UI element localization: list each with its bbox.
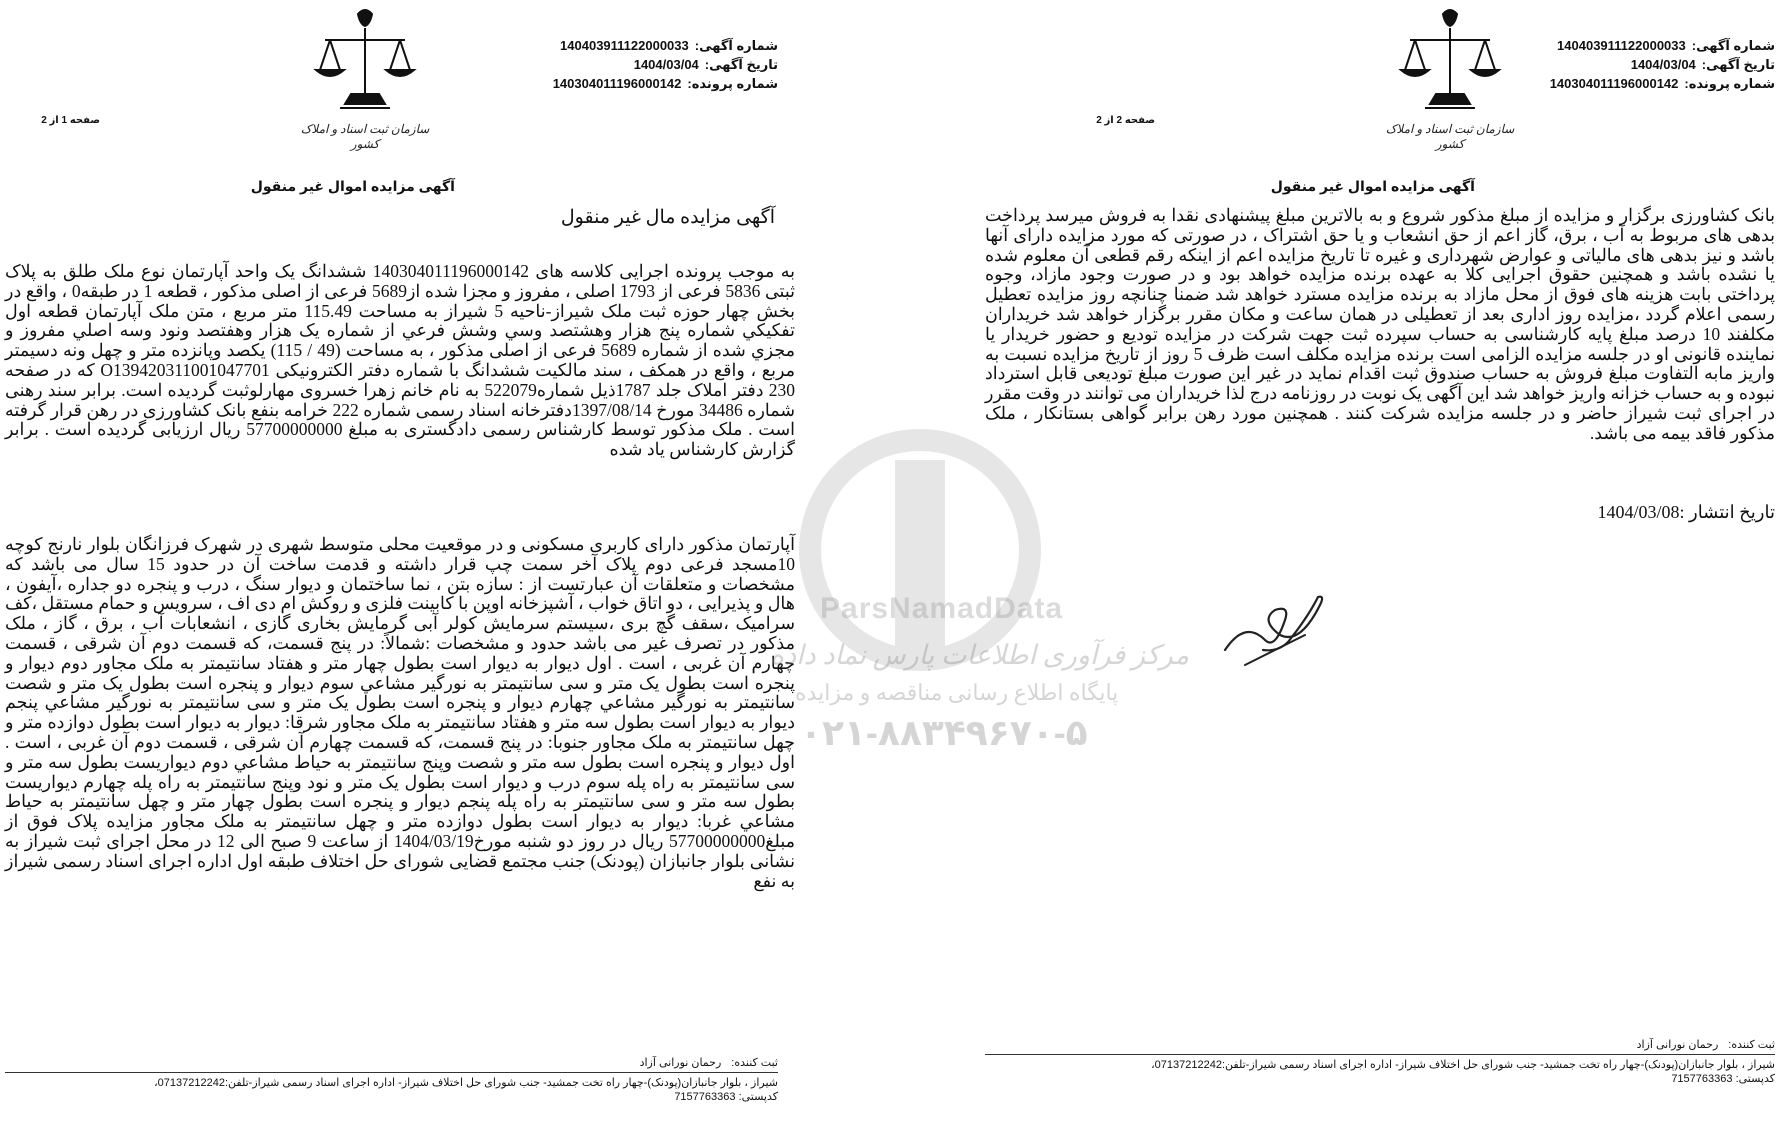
notice-number-label: شماره آگهی: bbox=[694, 38, 778, 53]
page-number: صفحه 1 از 2 bbox=[41, 115, 100, 126]
notice-number: 140403911122000033 bbox=[560, 38, 689, 53]
notice-footer bbox=[5, 1056, 778, 1104]
signature bbox=[1215, 570, 1345, 685]
postcode-label: کدپستی: bbox=[738, 1091, 778, 1103]
org-name: سازمان ثبت اسناد و املاک کشور bbox=[300, 122, 430, 151]
notice-number: 140403911122000033 bbox=[1557, 38, 1686, 53]
notice-body: بانک کشاورزی برگزار و مزایده از مبلغ مذکور شروع و به بالاترین مبلغ پیشنهادی نقدا به فروش میرسد پرداخت بدهی های مربوط به آب ، برق، گاز اعم از حق انشعاب و یا حق اشتراک ، در صورتی که مورد مزایده دارای آنها باشد و نیز بدهی های مالیاتی و عوارض شهرداری و غیره تا تاریخ مزایده اعم از اینکه رقم قطعی آن معلوم شده یا نشده باشد و همچنین حقوق اجرایی کلا به عهده برنده مزایده خواهد بود و در صورت وجود مازاد، وجوه پرداختی بابت هزینه های فوق از محل مازاد به برنده مزایده مسترد خواهد شد ضمنا چنانچه روز مزایده تعطیل رسمی اعلام گردد ،مزایده روز اداری بعد از تعطیلی در همان ساعت و مکان مقرر برگزار خواهد شد خریداران مکلفند 10 درصد مبلغ پایه کارشناسی به حساب سپرده ثبت جهت شرکت در مزایده تودیع و حضور خریدار یا نماینده قانونی او در جلسه مزایده الزامی است برنده مزایده مکلف است ظرف 5 روز از تاریخ مزایده نسبت به واریز مابه التفاوت مبلغ فروش به حساب صندوق ثبت اقدام نماید در غیر این صورت مبلغ تودیعی قابل استرداد نبوده و به حساب خزانه واریز خواهد شد این آگهی یک نوبت در روزنامه درج لذا خریداران می توانند در وقت مقرر در اجرای ثبت شیراز حاضر و در جلسه مزایده شرکت کنند . همچنین مورد رهن برابر گواهی بستانکار ، ملک مذکور فاقد بیمه می باشد. bbox=[985, 205, 1775, 443]
case-number: 140304011196000142 bbox=[1549, 76, 1679, 91]
judiciary-emblem bbox=[300, 6, 430, 151]
postcode-label: کدپستی: bbox=[1735, 1073, 1775, 1085]
notice-page-2 bbox=[985, 0, 1775, 1140]
case-number-label: شماره پرونده: bbox=[1684, 76, 1775, 91]
notice-date: 1404/03/04 bbox=[633, 57, 699, 72]
watermark-brand: ParsNamadData bbox=[820, 592, 1064, 625]
registrar-row bbox=[5, 1056, 778, 1070]
scales-of-justice-icon bbox=[300, 6, 430, 124]
registrar-name: رحمان نورانی آزاد bbox=[639, 1057, 722, 1069]
notice-title: آگهی مزایده اموال غیر منقول bbox=[250, 178, 455, 194]
case-number-row bbox=[1550, 74, 1775, 93]
notice-date-label: تاریخ آگهی: bbox=[704, 57, 778, 72]
page-number: صفحه 2 از 2 bbox=[1096, 115, 1155, 126]
publish-date: تاریخ انتشار :1404/03/08 bbox=[1597, 502, 1775, 522]
registrar-name: رحمان نورانی آزاد bbox=[1636, 1039, 1719, 1051]
property-description: به موجب پرونده اجرایی کلاسه های 140304011196000142 ششدانگ یک واحد آپارتمان نوع ملک طلق به پلاک ثبتی 5836 فرعی از 1793 اصلی ، مفروز و مجزا شده از5689 فرعی از اصلی مذکور ، قطعه 1 در طبقه0 ، واقع در بخش چهار حوزه ثبت ملک شیراز-ناحیه 5 شیراز به مساحت 115.49 متر مربع ، متن ملک آپارتمان قطعه اول تفکیکي شماره پنج هزار وهشتصد وسي وشش فرعي از شماره یک هزار وهفتصد ونود وسه اصلي مفروز و مجزي شده از شماره 5689 فرعی از اصلی مذکور ، به مساحت (49 / 115) یکصد وپانزده متر و چهل ونه دسیمتر مربع ، واقع در همکف ، سند مالکیت ششدانگ با شماره دفتر الکترونیکی O139420311001047701 که در صفحه 230 دفتر املاک جلد 1787ذیل شماره522079 به نام خانم زهرا خسروی مهارلوثبت گردیده است. برابر سند رهنی شماره 34486 مورخ 1397/08/14دفترخانه اسناد رسمی شماره 222 خرامه بنفع بانک کشاورزی در رهن قرار گرفته است . ملک مذکور توسط کارشناس رسمی دادگستری به مبلغ 57700000000 ریال ارزیابی گردیده است . برابر گزارش کارشناس یاد شده bbox=[5, 261, 796, 460]
property-details: آپارتمان مذکور دارای کاربری مسکونی و در موقعیت محلی متوسط شهری در شهرک فرزانگان بلوار نارنج کوچه 10مسجد فرعی دوم پلاک آخر سمت چپ قرار داشته و قدمت ساخت آن در حدود 15 سال می باشد که مشخصات و متعلقات آن عبارتست از : سازه بتن ، نما ساختمان و دیوار سنگ ، درب و پنجره دو جداره ،آیفون ، هال و پذیرایی ، دو اتاق خواب ، آشپزخانه اوپن با کابینت فلزی و روکش ام دی اف ، سرویس و حمام مستقل ،کف سرامیک ،سقف گچ بری ،سیستم سرمایش کولر آبی گرمایش بخاری گازی ، انشعابات آب ، برق ، گاز ، ملک مذکور در تصرف غیر می باشد حدود و مشخصات :شمالاً: در پنج قسمت، که قسمت دوم آن شرقی ، قسمت چهارم آن غربی ، است . اول دیوار به دیوار است بطول چهار متر و هفتاد سانتیمتر به ملک مجاور دوم دیوار و پنجره است بطول یک متر و سی سانتیمتر به نورگیر مشاعي سوم دیوار و پنجره است بطول یک متر و شصت سانتیمتر به نورگیر مشاعي چهارم دیوار و پنجره است بطول یک متر و سی سانتیمتر به نورگیر مشاعي پنجم دیوار به دیوار است بطول سه متر و هفتاد سانتیمتر به ملک مجاور شرقا: دیوار به دیوار است بطول دوازده متر و چهل سانتیمتر به ملک مجاور جنوبا: در پنج قسمت، که قسمت چهارم آن شرقی ، قسمت دوم آن غربی ، است . اول دیوار و پنجره است بطول سه متر و شصت وپنج سانتیمتر به حیاط مشاعي دوم دیواریست بطول سه متر و سی سانتیمتر به راه پله سوم درب و دیوار است بطول یک متر و نود وپنج سانتیمتر به راه پله چهارم دیواریست بطول سه متر و سی سانتیمتر به راه پله پنجم دیوار و پنجره است بطول چهار متر و چهل سانتیمتر به حیاط مشاعي غربا: دیوار به دیوار است بطول دوازده متر و چهل سانتیمتر به ملک مجاور مزایده پلاک فوق از مبلغ57700000000 ریال در روز دو شنبه مورخ1404/03/19 از ساعت 9 صبح الی 12 در محل اجرای ثبت شیراز به نشانی بلوار جانبازان (پودنک) جنب مجتمع قضایی شورای حل اختلاف طبقه اول اداره اجرای اسناد رسمی شیراز به نفع bbox=[5, 534, 795, 891]
watermark-line-1: مرکز فرآوری اطلاعات پارس نماد داده bbox=[770, 640, 1190, 670]
notice-page-1 bbox=[5, 0, 795, 1140]
watermark-phone: ۰۲۱-۸۸۳۴۹۶۷۰-۵ bbox=[800, 712, 1088, 753]
notice-date: 1404/03/04 bbox=[1630, 57, 1696, 72]
notice-subtitle: آگهی مزایده مال غیر منقول bbox=[560, 207, 775, 228]
office-address: شیراز ، بلوار جانبازان(پودنک)-چهار راه تخت جمشید- جنب شورای حل اختلاف شیراز- اداره اجرای اسناد رسمی شیراز-تلفن:07137212242، bbox=[154, 1077, 778, 1089]
notice-number-row bbox=[553, 36, 778, 55]
office-address: شیراز ، بلوار جانبازان(پودنک)-چهار راه تخت جمشید- جنب شورای حل اختلاف شیراز- اداره اجرای اسناد رسمی شیراز-تلفن:07137212242، bbox=[1151, 1059, 1775, 1071]
notice-title: آگهی مزایده اموال غیر منقول bbox=[1270, 178, 1475, 194]
scales-of-justice-icon bbox=[1385, 6, 1515, 124]
watermark-line-2: پایگاه اطلاع رسانی مناقصه و مزایده bbox=[795, 680, 1119, 705]
case-number-row bbox=[553, 74, 778, 93]
notice-date-row bbox=[553, 55, 778, 74]
registrar-label: ثبت کننده: bbox=[1728, 1039, 1775, 1051]
postcode: 7157763363 bbox=[674, 1091, 736, 1103]
notice-number-row bbox=[1550, 36, 1775, 55]
postcode-row bbox=[985, 1072, 1775, 1086]
org-name: سازمان ثبت اسناد و املاک کشور bbox=[1385, 122, 1515, 151]
notice-meta bbox=[553, 36, 778, 93]
judiciary-emblem bbox=[1385, 6, 1515, 151]
postcode: 7157763363 bbox=[1671, 1073, 1733, 1085]
footer-divider bbox=[5, 1072, 778, 1073]
postcode-row bbox=[5, 1090, 778, 1104]
footer-divider bbox=[985, 1054, 1775, 1055]
registrar-label: ثبت کننده: bbox=[731, 1057, 778, 1069]
notice-date-label: تاریخ آگهی: bbox=[1701, 57, 1775, 72]
case-number-label: شماره پرونده: bbox=[687, 76, 778, 91]
case-number: 140304011196000142 bbox=[552, 76, 682, 91]
notice-meta bbox=[1550, 36, 1775, 93]
registrar-row bbox=[985, 1038, 1775, 1052]
notice-number-label: شماره آگهی: bbox=[1691, 38, 1775, 53]
notice-footer bbox=[985, 1038, 1775, 1086]
notice-date-row bbox=[1550, 55, 1775, 74]
